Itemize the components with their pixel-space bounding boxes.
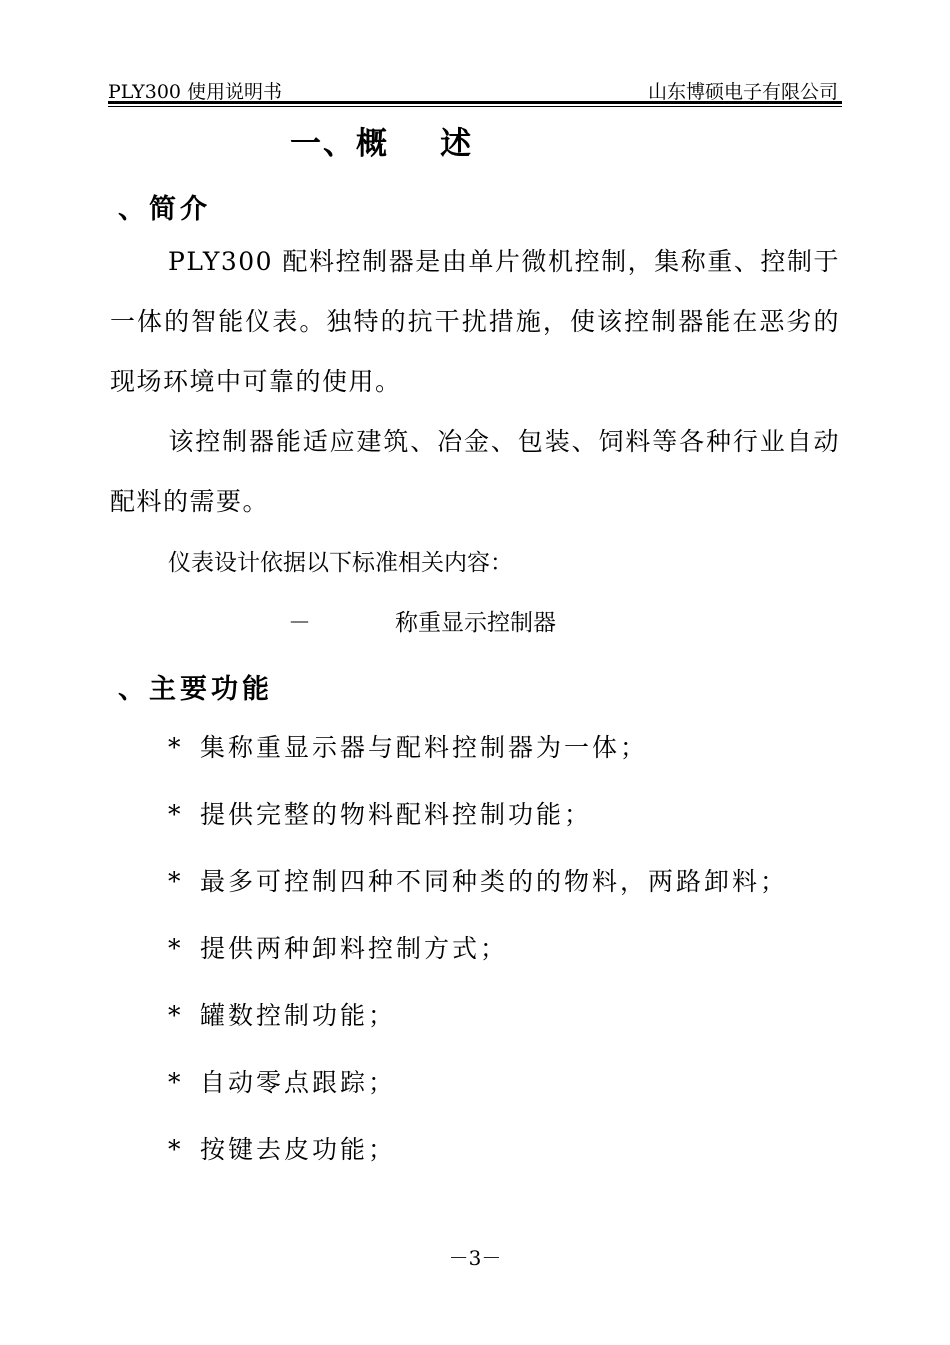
bullet-star: * [168,1135,184,1164]
bullet-star: * [168,934,184,963]
intro-paragraph-1-text: PLY300 配料控制器是由单片微机控制，集称重、控制于一体的智能仪表。独特的抗干扰措施，使该控制器能在恶劣的现场环境中可靠的使用。 [110,247,840,396]
intro-paragraph-2-text: 该控制器能适应建筑、冶金、包装、饲料等各种行业自动配料的需要。 [110,427,840,516]
bullet-star: * [168,1068,184,1097]
feature-item [168,933,508,965]
page-number: －3－ [448,1246,502,1270]
chapter-title: 一、概 述 [290,126,474,162]
feature-item [168,1134,396,1166]
standard-dash: － [288,610,311,636]
header-doc-title: PLY300 使用说明书 [108,81,283,103]
section-heading-features: 、主要功能 [118,674,273,705]
section-heading-intro: 、简介 [118,194,211,225]
bullet-star: * [168,867,184,896]
bullet-star: * [168,733,184,762]
feature-item-text: 按键去皮功能； [200,1135,397,1164]
feature-item [168,1067,396,1099]
bullet-star: * [168,800,184,829]
header-company-name: 山东博硕电子有限公司 [647,81,838,103]
feature-item-text: 提供完整的物料配料控制功能； [200,800,593,829]
feature-item-text: 集称重显示器与配料控制器为一体； [200,733,649,762]
header-divider [108,101,842,107]
feature-item [168,1000,396,1032]
feature-item [168,732,648,764]
feature-item-text: 提供两种卸料控制方式； [200,934,509,963]
feature-item [168,866,788,898]
feature-item-text: 最多可控制四种不同种类的的物料，两路卸料； [200,867,789,896]
feature-item [168,799,592,831]
feature-item-text: 自动零点跟踪； [200,1068,397,1097]
standards-intro-text: 仪表设计依据以下标准相关内容： [168,550,513,576]
intro-paragraph-1 [110,232,840,412]
standard-name: 称重显示控制器 [395,610,556,636]
intro-paragraph-2 [110,412,840,532]
feature-item-text: 罐数控制功能； [200,1001,397,1030]
bullet-star: * [168,1001,184,1030]
